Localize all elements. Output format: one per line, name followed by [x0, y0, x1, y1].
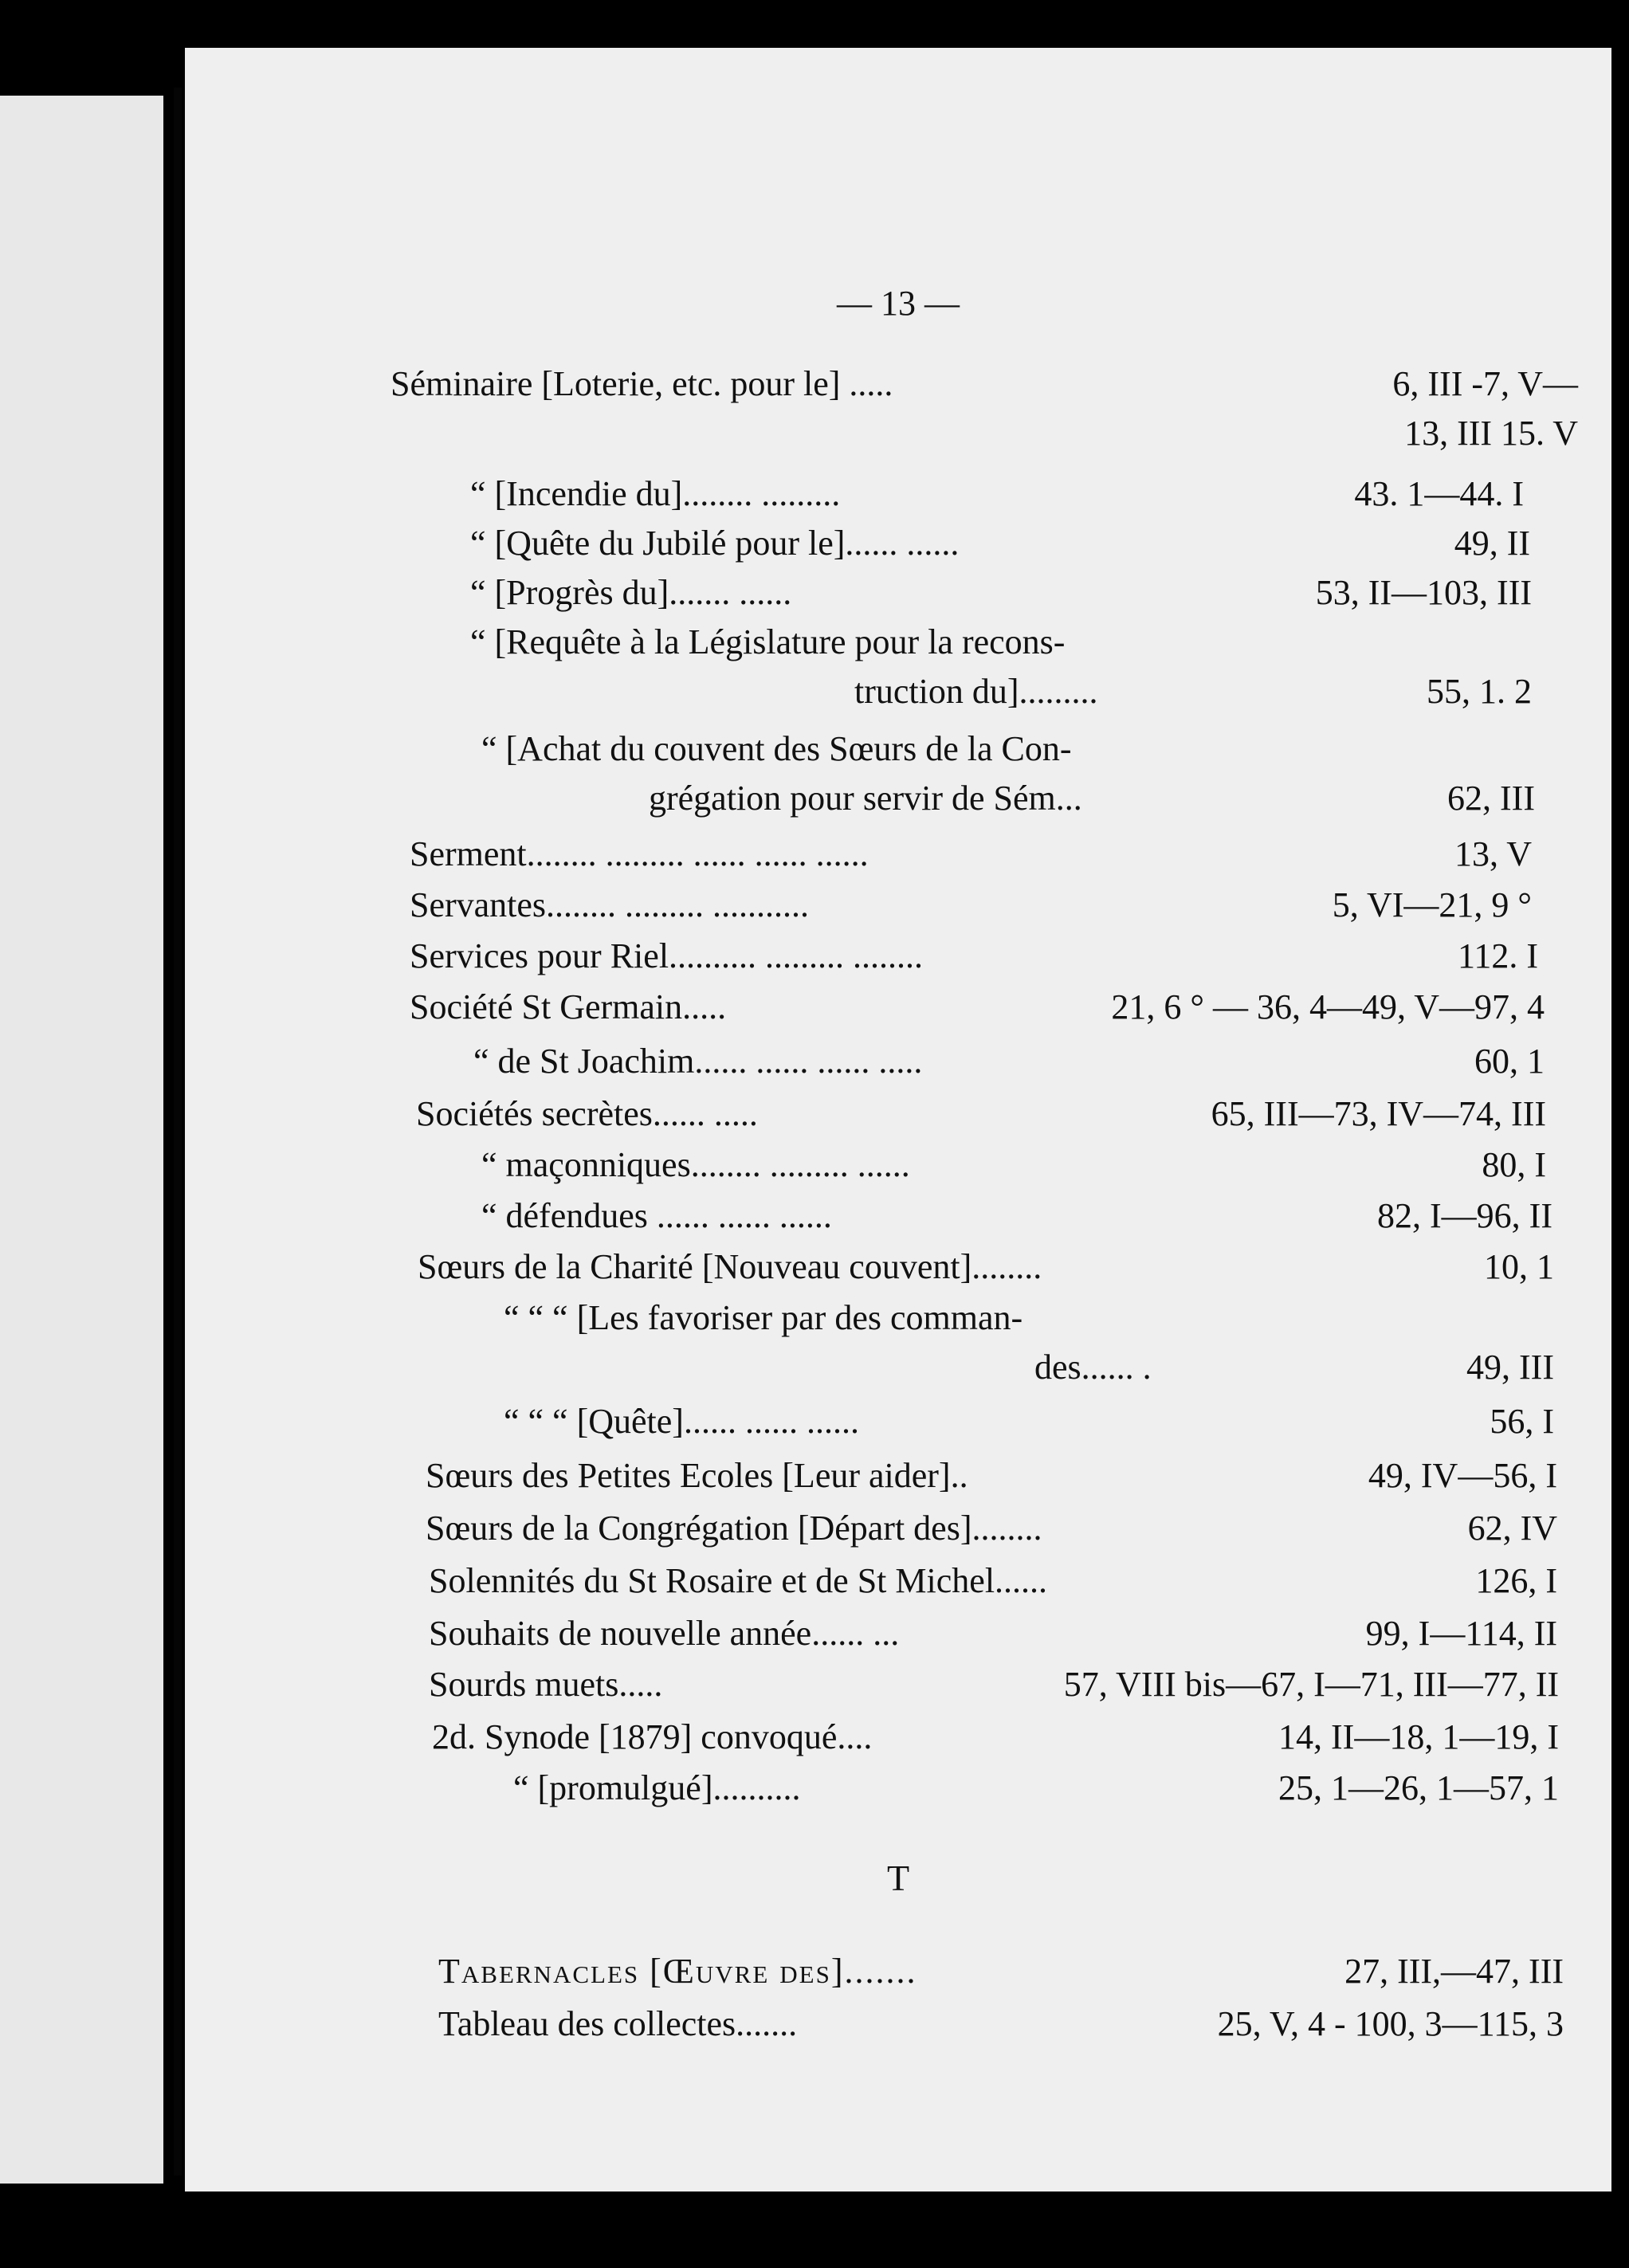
- index-page-content: [185, 48, 1611, 2191]
- entry-reference: 49, IV—56, I: [1368, 1456, 1557, 1495]
- entry-text: des...... .: [1034, 1348, 1152, 1387]
- entry-reference: 80, I: [1482, 1145, 1546, 1184]
- facing-page-edge: [0, 0, 175, 2268]
- entry-reference: 99, I—114, II: [1365, 1614, 1557, 1653]
- entry-text: “ [Achat du couvent des Sœurs de la Con-: [481, 729, 1072, 768]
- entry-text: “ maçonniques........ ......... ......: [481, 1145, 910, 1184]
- binding-gutter: [174, 88, 182, 2176]
- entry-reference: 82, I—96, II: [1377, 1196, 1552, 1235]
- entry-text: Séminaire [Loterie, etc. pour le] .....: [391, 364, 893, 403]
- entry-reference: 53, II—103, III: [1315, 573, 1532, 612]
- entry-text: Sœurs de la Congrégation [Départ des]........: [426, 1509, 1042, 1548]
- entry-reference: 6, III -7, V—: [1392, 364, 1578, 403]
- entry-reference: 43. 1—44. I: [1354, 474, 1524, 513]
- entry-text: Sourds muets.....: [429, 1665, 663, 1704]
- entry-text: “ [Requête à la Législature pour la recons-: [470, 622, 1066, 661]
- entry-reference: 65, III—73, IV—74, III: [1211, 1094, 1546, 1133]
- entry-text: “ “ “ [Quête]...... ...... ......: [504, 1402, 859, 1441]
- entry-text: “ “ “ [Les favoriser par des comman-: [504, 1298, 1023, 1337]
- entry-reference: 27, III,—47, III: [1344, 1952, 1564, 1991]
- entry-reference: 56, I: [1490, 1402, 1554, 1441]
- entry-reference: 13, III 15. V: [1404, 414, 1578, 453]
- index-page: [185, 48, 1611, 2191]
- page-number: — 13 —: [837, 284, 960, 323]
- entry-text: “ [Progrès du]....... ......: [470, 573, 792, 612]
- entry-text: “ [Quête du Jubilé pour le]...... ......: [470, 524, 960, 563]
- entry-reference: 5, VI—21, 9 °: [1332, 885, 1532, 924]
- entry-reference: 60, 1: [1474, 1042, 1545, 1081]
- entry-reference: 55, 1. 2: [1427, 672, 1532, 711]
- entry-text: Tabernacles [Œuvre des].......: [438, 1952, 917, 1991]
- entry-text: Souhaits de nouvelle année...... ...: [429, 1614, 900, 1653]
- entry-text: “ [Incendie du]........ .........: [470, 474, 841, 513]
- entry-text: Sociétés secrètes...... .....: [416, 1094, 758, 1133]
- entry-reference: 14, II—18, 1—19, I: [1278, 1717, 1559, 1756]
- entry-reference: 62, III: [1447, 779, 1535, 818]
- entry-reference: 13, V: [1454, 834, 1532, 873]
- entry-reference: 49, II: [1454, 524, 1530, 563]
- scan-border-right: [1611, 0, 1629, 2268]
- entry-reference: 112. I: [1457, 936, 1538, 975]
- entry-text: truction du].........: [854, 672, 1098, 711]
- entry-text: “ défendues ...... ...... ......: [481, 1196, 832, 1235]
- entry-text: 2d. Synode [1879] convoqué....: [432, 1717, 873, 1756]
- entry-reference: 10, 1: [1484, 1247, 1554, 1286]
- entry-text: Tableau des collectes.......: [438, 2004, 798, 2043]
- entry-reference: 25, V, 4 - 100, 3—115, 3: [1217, 2004, 1564, 2043]
- entry-reference: 126, I: [1475, 1561, 1557, 1600]
- entry-text: Solennités du St Rosaire et de St Michel......: [429, 1561, 1048, 1600]
- entry-reference: 21, 6 ° — 36, 4—49, V—97, 4: [1111, 987, 1545, 1026]
- entry-reference: 25, 1—26, 1—57, 1: [1278, 1768, 1559, 1807]
- entry-text: “ [promulgué]..........: [513, 1768, 801, 1807]
- facing-page-paper: [0, 96, 163, 2184]
- entry-text: Société St Germain.....: [410, 987, 727, 1026]
- entry-text: Servantes........ ......... ...........: [410, 885, 810, 924]
- entry-text: Sœurs de la Charité [Nouveau couvent]........: [418, 1247, 1042, 1286]
- section-letter: T: [886, 1858, 910, 1898]
- entry-text: “ de St Joachim...... ...... ...... .....: [473, 1042, 923, 1081]
- entry-reference: 57, VIII bis—67, I—71, III—77, II: [1063, 1665, 1559, 1704]
- entry-reference: 49, III: [1466, 1348, 1554, 1387]
- entry-text: Sœurs des Petites Ecoles [Leur aider]..: [426, 1456, 968, 1495]
- entry-text: grégation pour servir de Sém...: [649, 779, 1082, 818]
- entry-reference: 62, IV: [1467, 1509, 1557, 1548]
- entry-text: Serment........ ......... ...... ...... ......: [410, 834, 869, 873]
- entry-text: Services pour Riel.......... ......... ........: [410, 936, 924, 975]
